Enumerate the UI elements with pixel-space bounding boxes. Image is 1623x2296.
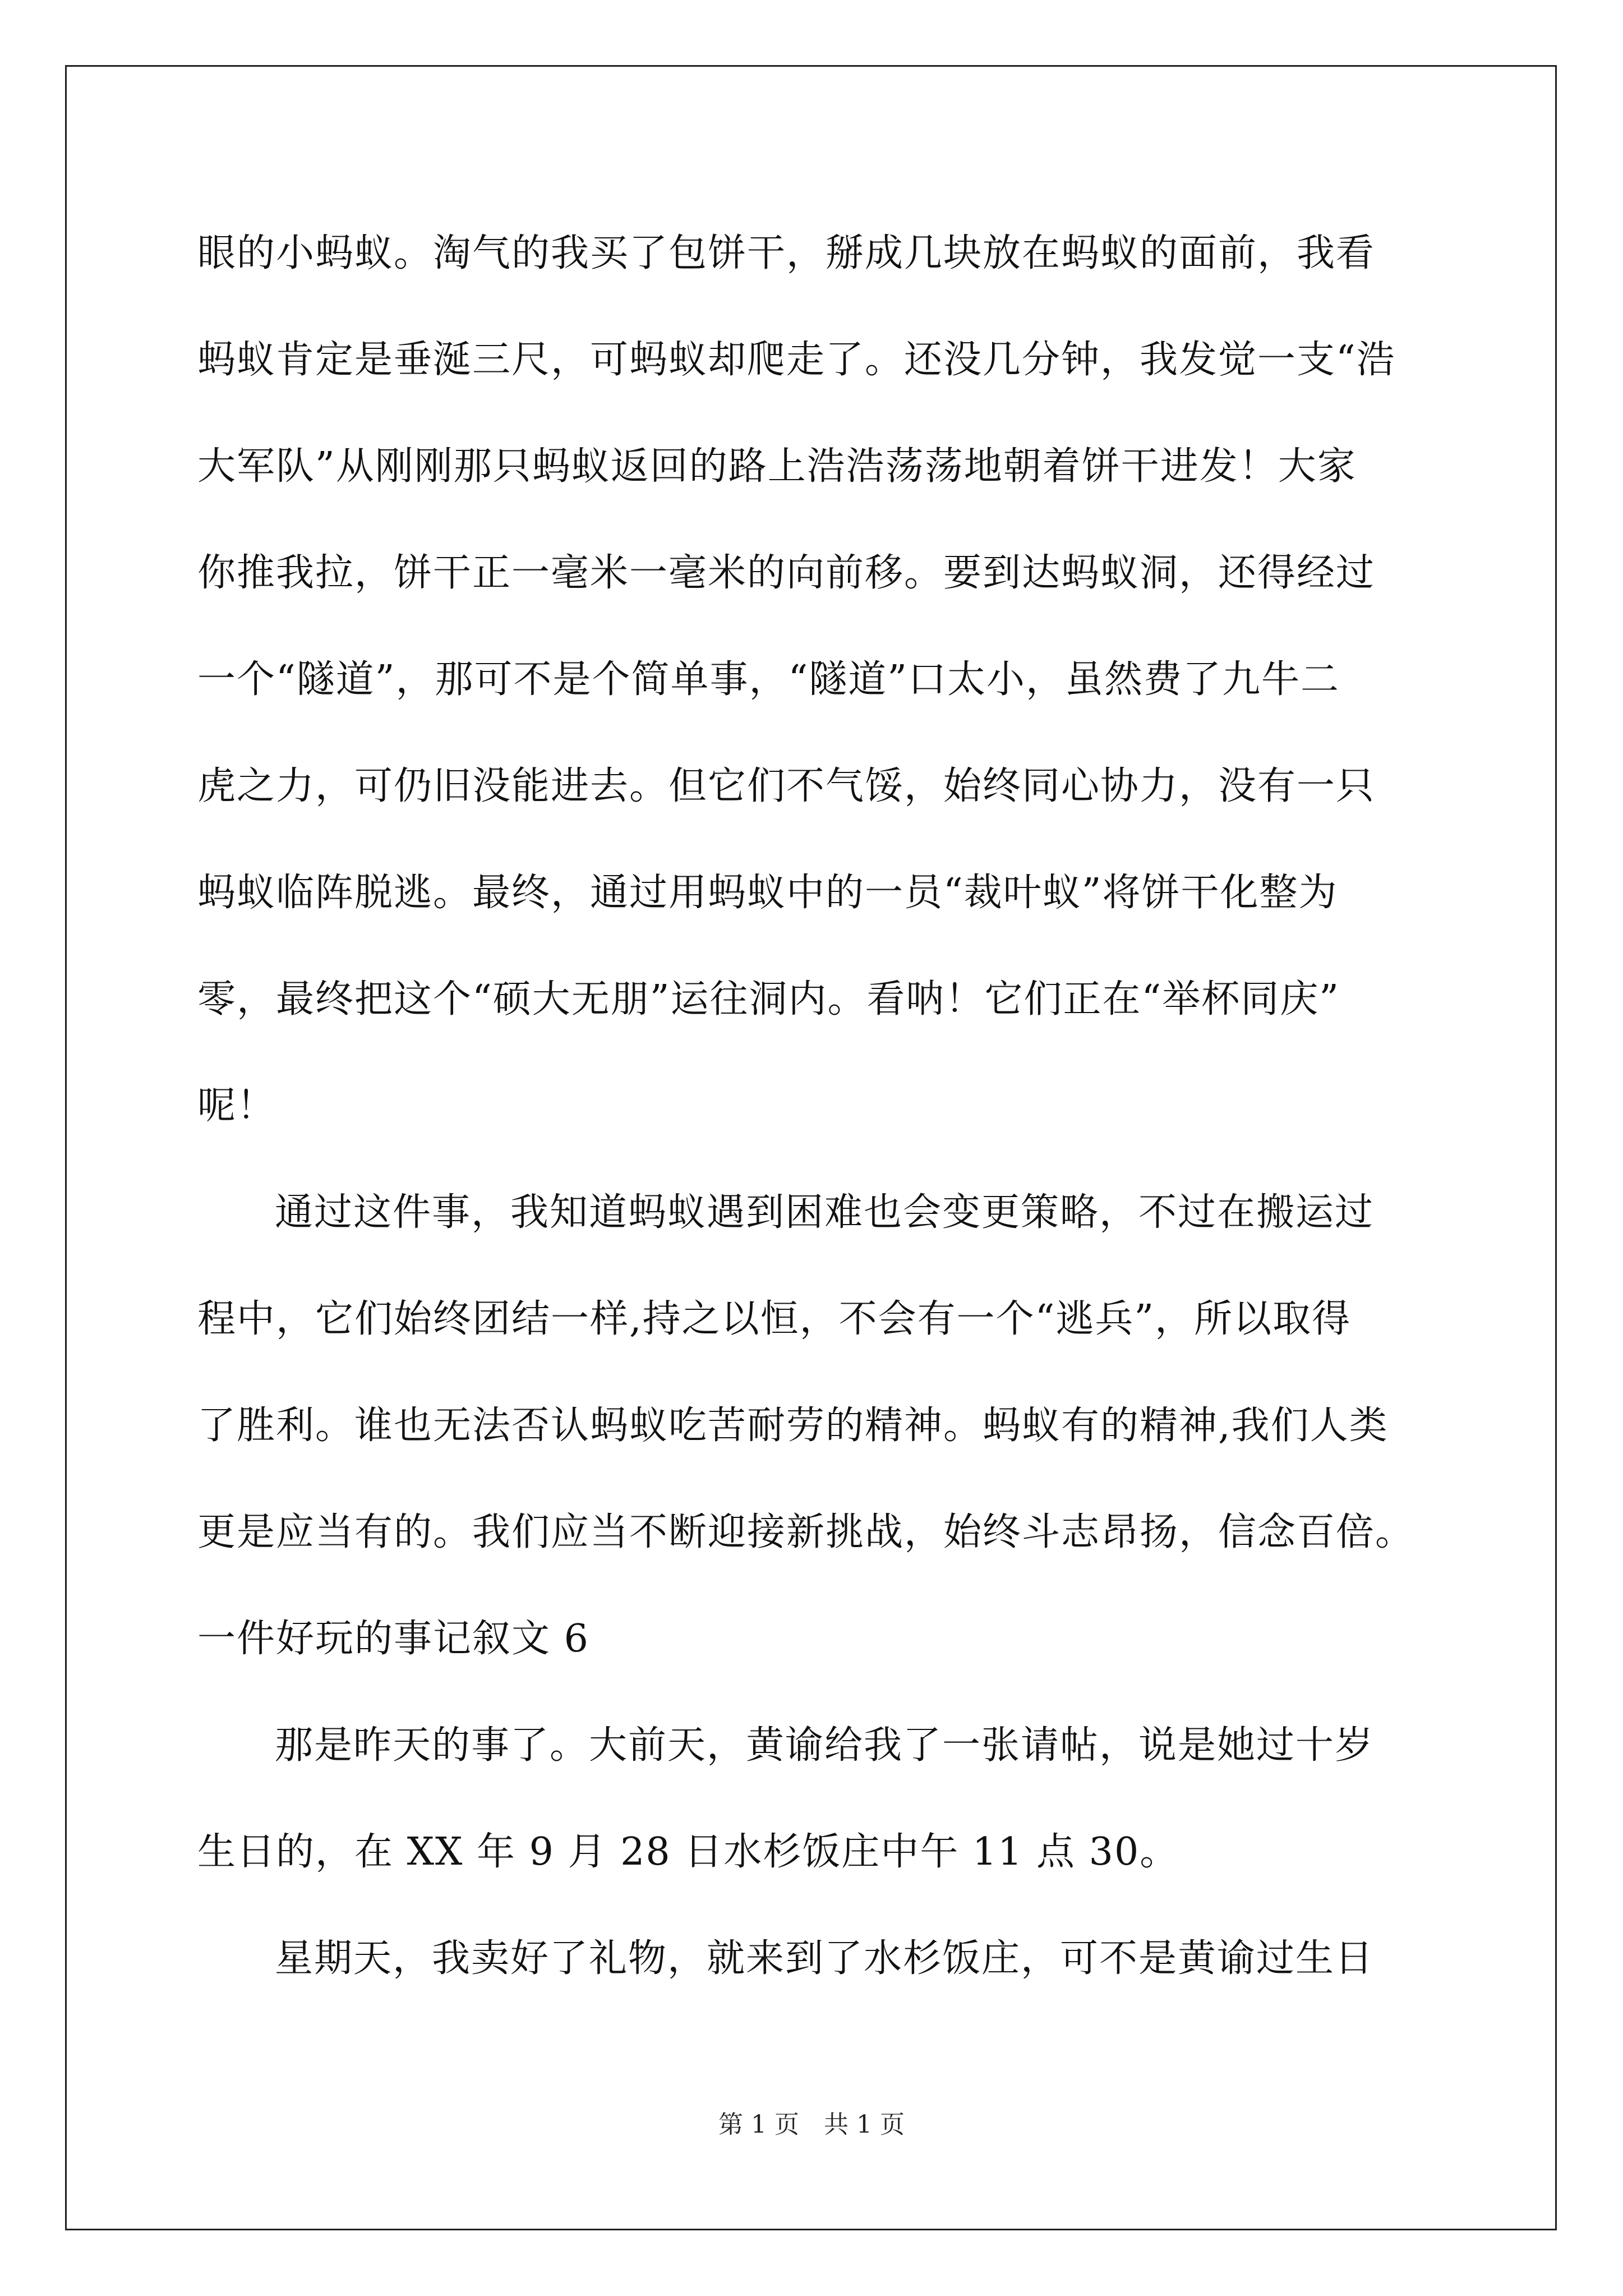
text-line: 蚂蚁临阵脱逃。最终，通过用蚂蚁中的一员“裁叶蚁”将饼干化整为 bbox=[197, 871, 1338, 915]
page-footer: 第 1 页 共 1 页 bbox=[718, 2110, 905, 2139]
text-line: 你推我拉，饼干正一毫米一毫米的向前移。要到达蚂蚁洞，还得经过 bbox=[197, 551, 1376, 595]
text-line: 零，最终把这个“硕大无朋”运往洞内。看呐！它们正在“举杯同庆” bbox=[197, 977, 1340, 1022]
text-line: 一个“隧道”，那可不是个简单事，“隧道”口太小，虽然费了九牛二 bbox=[197, 657, 1340, 702]
text-line: 虎之力，可仍旧没能进去。但它们不气馁，始终同心协力，没有一只 bbox=[197, 764, 1376, 808]
text-line: 生日的，在 XX 年 9 月 28 日水杉饭庄中午 11 点 30。 bbox=[197, 1830, 1179, 1874]
paragraph-first-line: 通过这件事，我知道蚂蚁遇到困难也会变更策略，不过在搬运过 bbox=[275, 1190, 1375, 1235]
paragraph-first-line: 星期天，我卖好了礼物，就来到了水杉饭庄，可不是黄谕过生日 bbox=[275, 1936, 1375, 1981]
text-line: 了胜利。谁也无法否认蚂蚁吃苦耐劳的精神。蚂蚁有的精神,我们人类 bbox=[197, 1404, 1389, 1448]
text-line: 程中，它们始终团结一样,持之以恒，不会有一个“逃兵”，所以取得 bbox=[197, 1297, 1352, 1341]
paragraph-first-line: 那是昨天的事了。大前天，黄谕给我了一张请帖，说是她过十岁 bbox=[275, 1723, 1375, 1768]
text-line: 眼的小蚂蚁。淘气的我买了包饼干，掰成几块放在蚂蚁的面前，我看 bbox=[197, 231, 1376, 275]
section-heading: 一件好玩的事记叙文 6 bbox=[197, 1617, 589, 1661]
page-border bbox=[65, 65, 1557, 2230]
text-line: 呢！ bbox=[197, 1084, 276, 1128]
text-line: 更是应当有的。我们应当不断迎接新挑战，始终斗志昂扬，信念百倍。 bbox=[197, 1510, 1415, 1554]
text-line: 大军队”从刚刚那只蚂蚁返回的路上浩浩荡荡地朝着饼干进发！大家 bbox=[197, 444, 1357, 489]
text-line: 蚂蚁肯定是垂涎三尺，可蚂蚁却爬走了。还没几分钟，我发觉一支“浩 bbox=[197, 338, 1396, 382]
